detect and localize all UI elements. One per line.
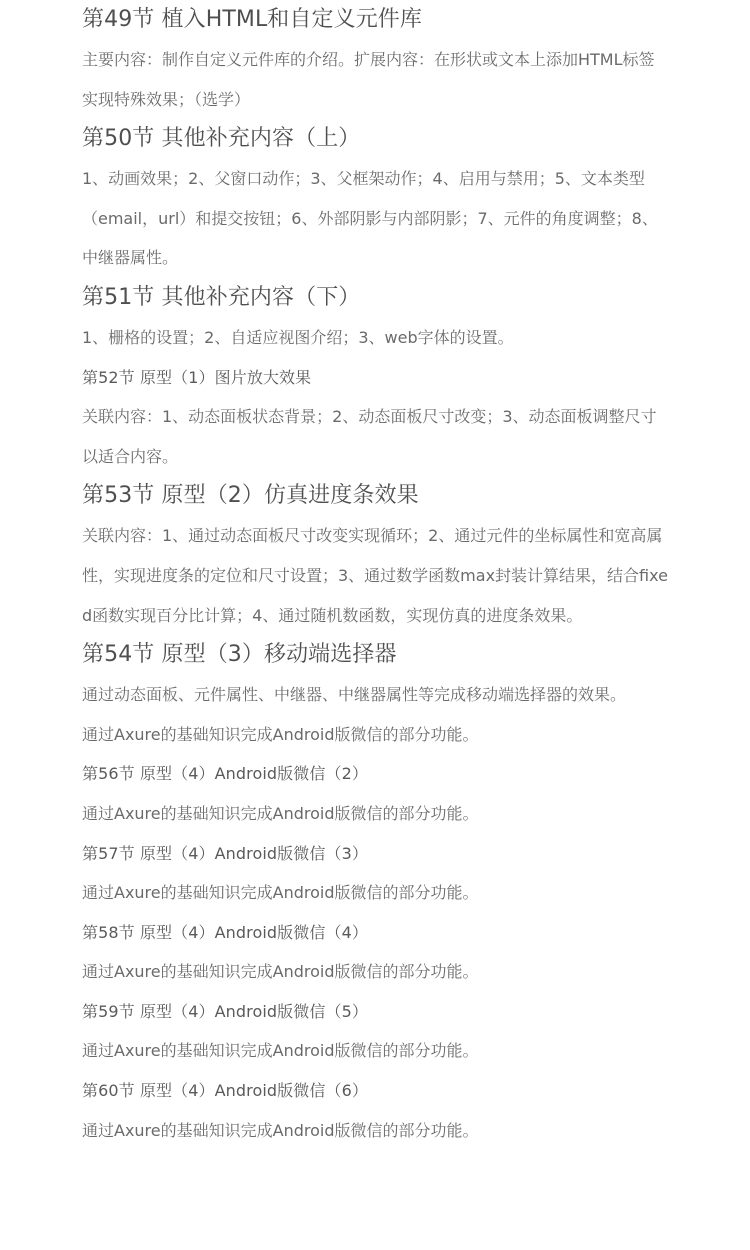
section-52	[82, 358, 668, 477]
section-heading: 第60节 原型（4）Android版微信（6）	[82, 1081, 368, 1101]
section-description: 通过Axure的基础知识完成Android版微信的部分功能。	[82, 1041, 479, 1061]
section-55	[82, 715, 668, 755]
section-description: 通过Axure的基础知识完成Android版微信的部分功能。	[82, 1120, 479, 1140]
section-heading: 第51节 其他补充内容（下）	[82, 284, 361, 310]
section-heading: 第49节 植入HTML和自定义元件库	[82, 7, 423, 32]
section-51	[82, 278, 668, 358]
section-description: 通过动态面板、元件属性、中继器、中继器属性等完成移动端选择器的效果。	[82, 685, 627, 705]
section-56	[82, 754, 668, 833]
course-outline	[82, 0, 668, 1150]
section-description: 关联内容：1、动态面板状态背景；2、动态面板尺寸改变；3、动态面板调整尺寸以适合内容。	[82, 407, 657, 466]
section-description: 通过Axure的基础知识完成Android版微信的部分功能。	[82, 724, 479, 744]
section-heading: 第52节 原型（1）图片放大效果	[82, 367, 312, 387]
section-description: 通过Axure的基础知识完成Android版微信的部分功能。	[82, 803, 479, 823]
section-heading: 第58节 原型（4）Android版微信（4）	[82, 922, 368, 942]
section-49	[82, 0, 668, 119]
section-60	[82, 1071, 668, 1150]
section-57	[82, 834, 668, 913]
section-description: 1、动画效果；2、父窗口动作；3、父框架动作；4、启用与禁用；5、文本类型（email，url）和提交按钮；6、外部阴影与内部阴影；7、元件的角度调整；8、中继器属性。	[82, 169, 658, 268]
section-58	[82, 913, 668, 992]
section-heading: 第57节 原型（4）Android版微信（3）	[82, 843, 368, 863]
section-description: 主要内容：制作自定义元件库的介绍。扩展内容：在形状或文本上添加HTML标签实现特殊效果；（选学）	[82, 50, 655, 109]
section-54	[82, 635, 668, 715]
section-heading: 第59节 原型（4）Android版微信（5）	[82, 1001, 368, 1021]
section-description: 1、栅格的设置；2、自适应视图介绍；3、web字体的设置。	[82, 327, 514, 347]
section-heading: 第54节 原型（3）移动端选择器	[82, 642, 397, 668]
section-description: 关联内容：1、通过动态面板尺寸改变实现循环；2、通过元件的坐标属性和宽高属性，实现进度条的定位和尺寸设置；3、通过数学函数max封装计算结果，结合fixed函数实现百分比计算；4、通过随机数函数，实现仿真的进度条效果。	[82, 526, 668, 625]
section-description: 通过Axure的基础知识完成Android版微信的部分功能。	[82, 962, 479, 982]
section-50	[82, 119, 668, 278]
section-heading: 第56节 原型（4）Android版微信（2）	[82, 764, 368, 784]
section-59	[82, 992, 668, 1071]
section-heading: 第50节 其他补充内容（上）	[82, 126, 361, 152]
section-53	[82, 476, 668, 635]
section-heading: 第53节 原型（2）仿真进度条效果	[82, 483, 419, 509]
section-description: 通过Axure的基础知识完成Android版微信的部分功能。	[82, 883, 479, 903]
